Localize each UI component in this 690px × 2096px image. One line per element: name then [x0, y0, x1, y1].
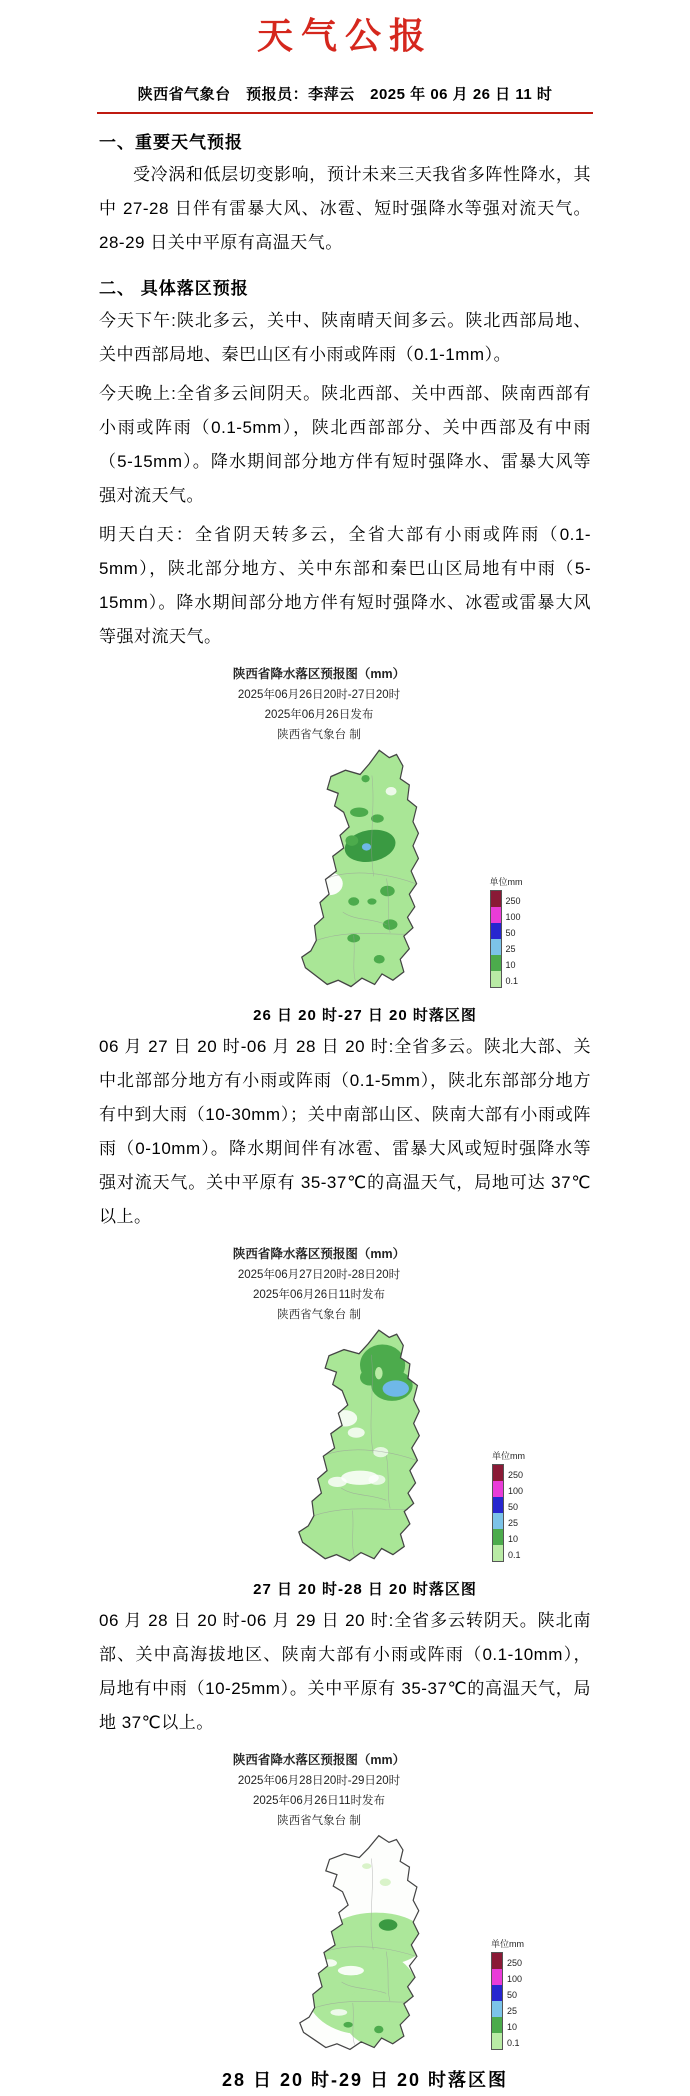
legend3-unit-label: 单位mm: [491, 1939, 524, 1949]
legend-swatch: [493, 1513, 503, 1529]
legend3-color-bar: [491, 1952, 503, 2050]
para-28-29: 06 月 28 日 20 时-06 月 29 日 20 时:全省多云转阴天。陕北南部、关中高海拔地区、陕南大部有小雨或阵雨（0.1-10mm），局地有中雨（10-25mm）。关中平原有 35-37℃的高温天气，局地 37℃以上。: [99, 1611, 591, 1732]
legend-tick: 25: [505, 944, 516, 954]
legend-tick: 25: [508, 1518, 519, 1528]
bulletin-meta: [97, 83, 593, 114]
bulletin-meta-line: 陕西省气象台 预报员：李萍云 2025 年 06 月 26 日 11 时: [137, 86, 553, 103]
map1-agency: 陕西省气象台 制: [277, 729, 361, 741]
map1-period: 2025年06月26日20时-27日20时: [237, 689, 401, 701]
map2-agency: 陕西省气象台 制: [277, 1309, 361, 1321]
precip-legend-2: [492, 1449, 544, 1562]
legend-tick: 250: [507, 1958, 523, 1968]
legend-tick: 250: [508, 1470, 524, 1480]
legend-swatch: [493, 1465, 503, 1481]
legend-swatch: [491, 907, 501, 923]
legend-swatch: [491, 923, 501, 939]
legend-tick: 25: [507, 2006, 518, 2016]
map1-header: [0, 664, 664, 742]
legend-swatch: [492, 1985, 502, 2001]
legend-swatch: [492, 2033, 502, 2049]
precip-legend-1: [490, 875, 542, 988]
legend-swatch: [491, 939, 501, 955]
legend-swatch: [492, 2017, 502, 2033]
precip-map-figure-3: [0, 1750, 690, 2092]
legend-tick: 100: [508, 1486, 524, 1496]
legend-tick: 0.1: [508, 1550, 521, 1560]
legend-tick: 0.1: [505, 976, 519, 986]
legend-tick: 250: [505, 896, 521, 906]
legend-tick: 100: [507, 1974, 523, 1984]
legend-swatch: [493, 1545, 503, 1561]
map3-title: 陕西省降水落区预报图（mm）: [232, 1753, 406, 1767]
legend-swatch: [493, 1497, 503, 1513]
para-today-afternoon: 今天下午:陕北多云，关中、陕南晴天间多云。陕北西部局地、关中西部局地、秦巴山区有小雨或阵雨（0.1-1mm）。: [99, 311, 591, 364]
shaanxi-precip-map-2: [296, 1324, 456, 1570]
legend-swatch: [491, 891, 501, 907]
map1-caption: 26 日 20 时-27 日 20 时落区图: [253, 1007, 477, 1024]
legend-swatch: [491, 971, 501, 987]
map2-header: [0, 1244, 664, 1322]
para-27-28: 06 月 27 日 20 时-06 月 28 日 20 时:全省多云。陕北大部、关中北部部分地方有小雨或阵雨（0.1-5mm），陕北东部部分地方有中到大雨（10-30mm）；关中南部山区、陕南大部有小雨或阵雨（0-10mm）。降水期间伴有冰雹、雷暴大风或短时强降水等强对流天气。关中平原有 35-37℃的高温天气，局地可达 37℃以上。: [99, 1037, 591, 1226]
legend2-color-bar: [492, 1464, 504, 1562]
important-forecast-para: 受冷涡和低层切变影响，预计未来三天我省多阵性降水，其中 27-28 日伴有雷暴大风、冰雹、短时强降水等强对流天气。28-29 日关中平原有高温天气。: [99, 165, 591, 252]
map3-row: [0, 1830, 690, 2058]
map2-title: 陕西省降水落区预报图（mm）: [232, 1247, 406, 1261]
map3-header: [0, 1750, 664, 1828]
map3-period: 2025年06月28日20时-29日20时: [237, 1775, 401, 1787]
legend-swatch: [492, 2001, 502, 2017]
precip-legend-3: [491, 1937, 543, 2050]
legend-swatch: [493, 1481, 503, 1497]
map3-agency: 陕西省气象台 制: [277, 1815, 361, 1827]
legend-tick: 50: [507, 1990, 518, 2000]
precip-map-figure-2: [0, 1244, 690, 1599]
map3-issued: 2025年06月26日11时发布: [252, 1795, 386, 1807]
shaanxi-precip-map-3: [297, 1830, 455, 2058]
bulletin-content: [99, 128, 591, 654]
legend-tick: 50: [508, 1502, 519, 1512]
legend-swatch: [493, 1529, 503, 1545]
legend-tick: 0.1: [507, 2038, 520, 2048]
section2-heading: 二、 具体落区预报: [99, 279, 249, 298]
precip-map-figure-1: [0, 664, 690, 1025]
map2-caption: 27 日 20 时-28 日 20 时落区图: [253, 1581, 477, 1598]
map1-title: 陕西省降水落区预报图（mm）: [232, 667, 406, 681]
legend1-color-bar: [490, 890, 502, 988]
legend-tick: 10: [508, 1534, 519, 1544]
legend-tick: 10: [505, 960, 516, 970]
legend-tick: 100: [505, 912, 521, 922]
map1-issued: 2025年06月26日发布: [264, 709, 374, 721]
map1-row: [0, 744, 690, 996]
para-tonight: 今天晚上:全省多云间阴天。陕北西部、关中西部、陕南西部有小雨或阵雨（0.1-5mm），陕北西部部分、关中西部及有中雨（5-15mm）。降水期间部分地方伴有短时强降水、雷暴大风等强对流天气。: [99, 384, 591, 505]
map2-period: 2025年06月27日20时-28日20时: [237, 1269, 401, 1281]
legend-tick: 50: [505, 928, 516, 938]
legend1-unit-label: 单位mm: [489, 877, 523, 887]
section1-heading: 一、重要天气预报: [99, 133, 243, 152]
bulletin-title: 天气公报: [256, 15, 433, 56]
map3-caption: 28 日 20 时-29 日 20 时落区图: [221, 2070, 509, 2090]
legend-swatch: [492, 1969, 502, 1985]
map2-row: [0, 1324, 690, 1570]
para-tomorrow-day: 明天白天：全省阴天转多云，全省大部有小雨或阵雨（0.1-5mm），陕北部分地方、关中东部和秦巴山区局地有中雨（5-15mm）。降水期间部分地方伴有短时强降水、冰雹或雷暴大风等强对流天气。: [99, 525, 591, 646]
legend-swatch: [491, 955, 501, 971]
legend-tick: 10: [507, 2022, 518, 2032]
map2-issued: 2025年06月26日11时发布: [252, 1289, 386, 1301]
shaanxi-precip-map-1: [299, 744, 454, 996]
legend-swatch: [492, 1953, 502, 1969]
legend2-unit-label: 单位mm: [492, 1451, 525, 1461]
